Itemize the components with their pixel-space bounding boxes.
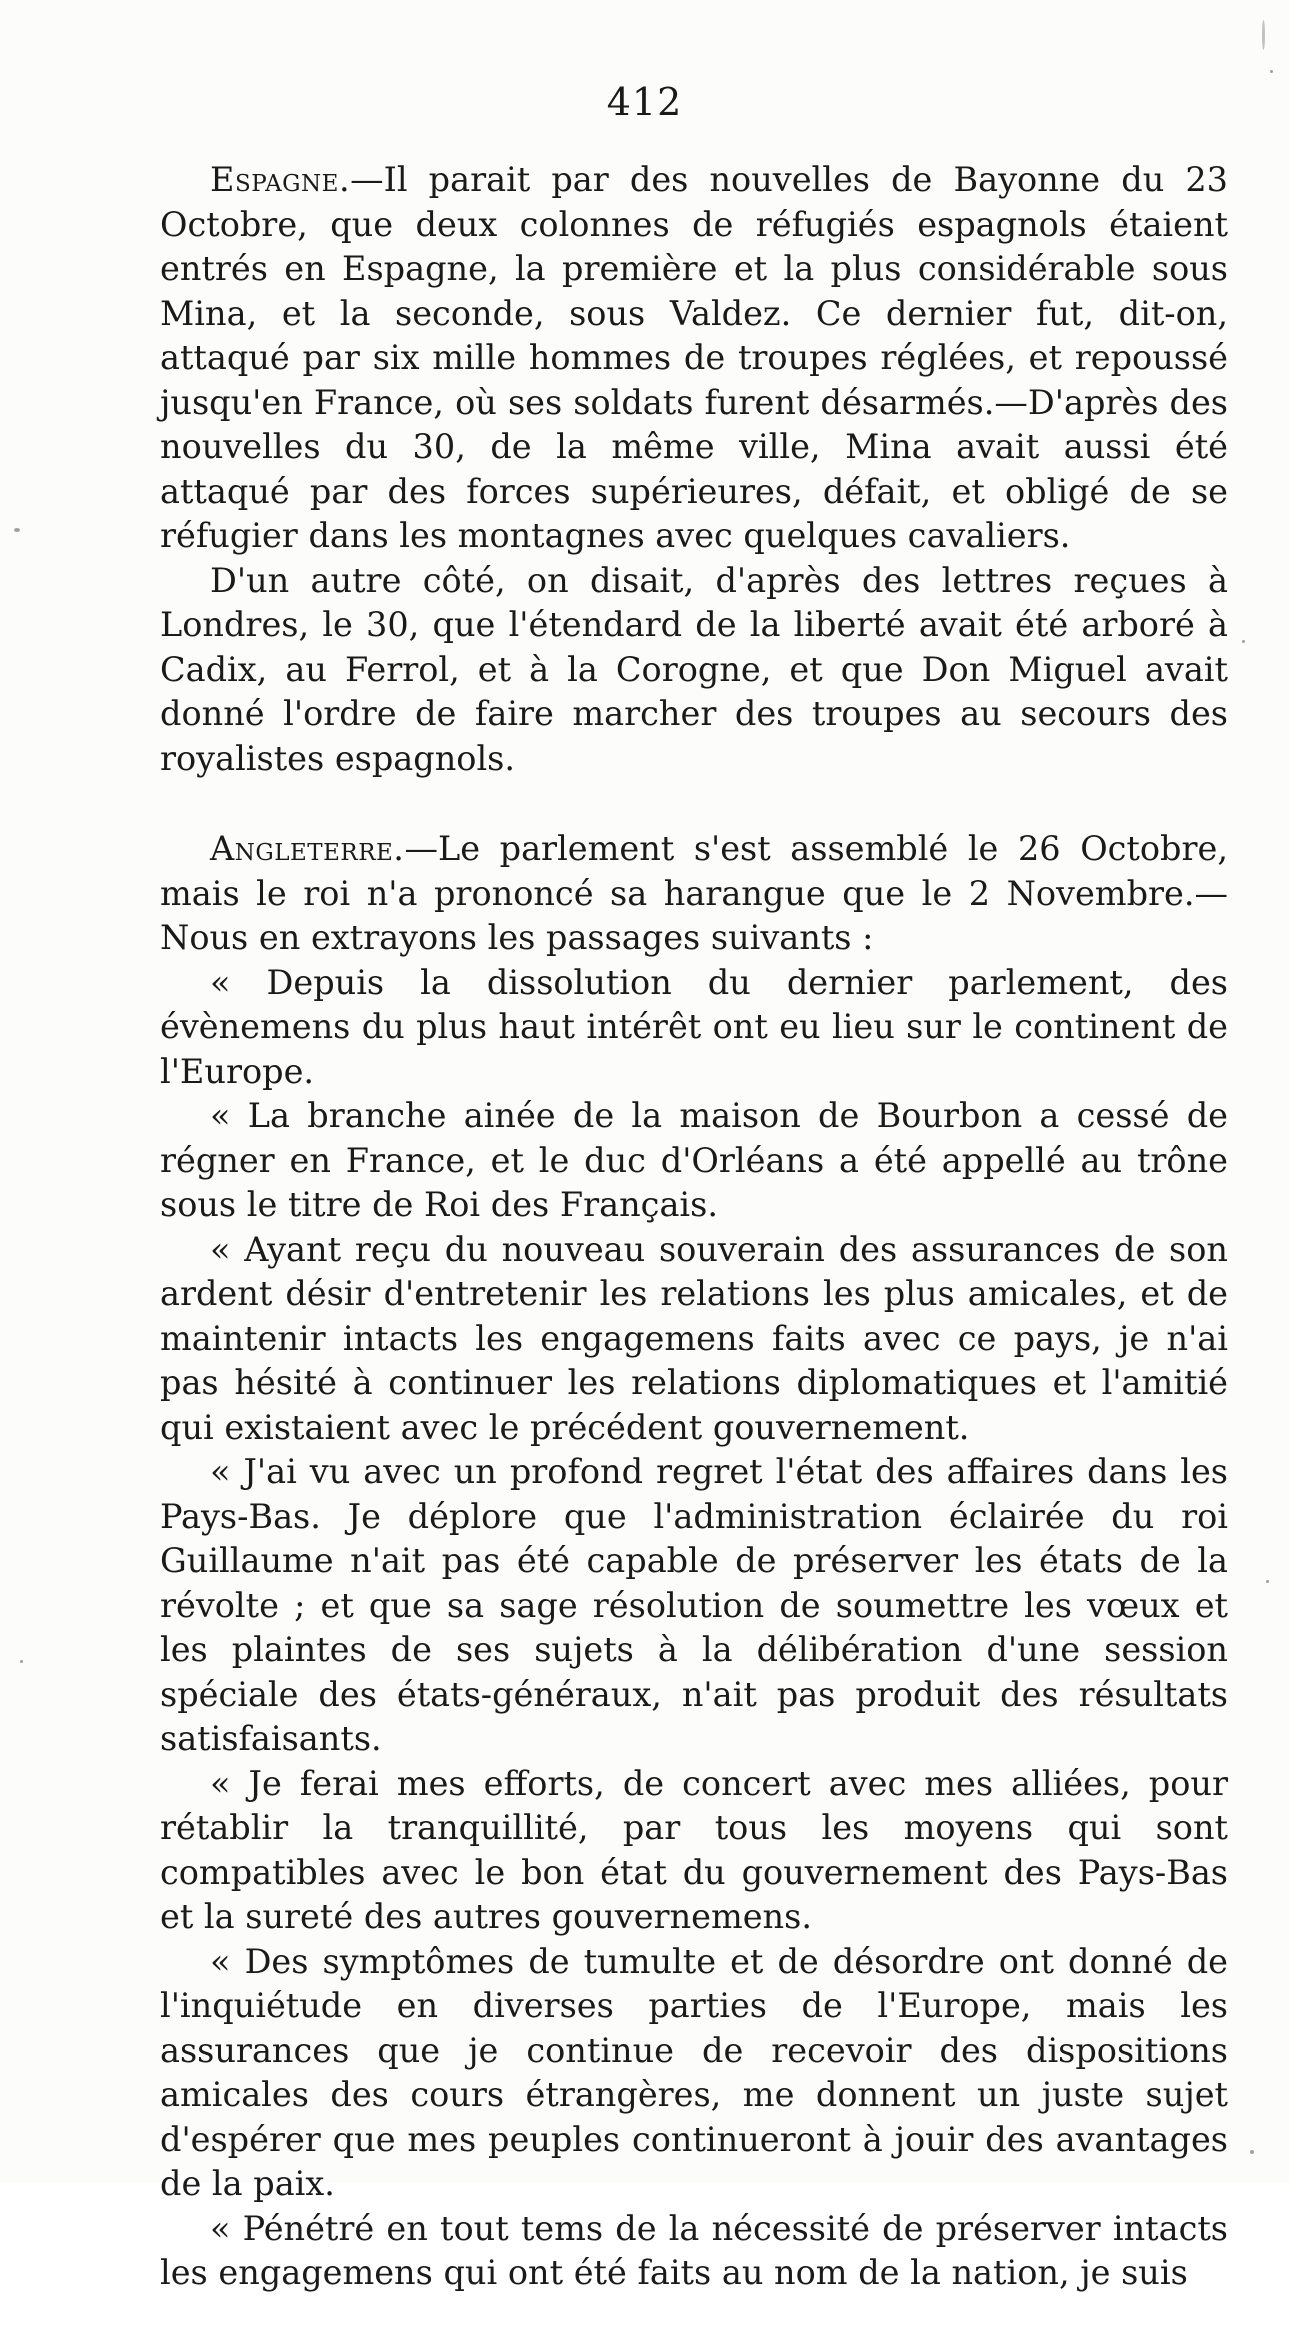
speech-quote-1: « Depuis la dissolution du dernier parlement, des évènemens du plus haut intérêt ont eu lieu sur le continent de l'Europe. — [160, 962, 1228, 1091]
print-speck — [1262, 20, 1265, 50]
section-angleterre — [160, 827, 1228, 2296]
speech-quote-6: « Des symptômes de tumulte et de désordre ont donné de l'inquiétude en diverses parties de l'Europe, mais les assurances que je continue de recevoir des dispositions amicales des cours étrangères, me donnent un juste sujet d'espérer que mes peuples continueront à jouir des avantages de la paix. — [160, 1941, 1228, 2203]
text-column — [160, 158, 1228, 2342]
speech-quote-7: « Pénétré en tout tems de la nécessité de préserver intacts les engagemens qui ont été faits au nom de la nation, je suis — [160, 2208, 1228, 2292]
espagne-paragraph-2: D'un autre côté, on disait, d'après des lettres reçues à Londres, le 30, que l'étendard de la liberté avait été arboré à Cadix, au Ferrol, et à la Corogne, et que Don Miguel avait donné l'ordre de faire marcher des troupes au secours des royalistes espagnols. — [160, 560, 1228, 778]
print-speck — [1242, 640, 1245, 643]
espagne-body: —Il parait par des nouvelles de Bayonne du 23 Octobre, que deux colonnes de réfugiés espagnols étaient entrés en Espagne, la première et la plus considérable sous Mina, et la seconde, sous Valdez. Ce dernier fut, dit-on, attaqué par six mille hommes de troupes réglées, et repoussé jusqu'en France, où ses soldats furent désarmés.—D'après des nouvelles du 30, de la même ville, Mina avait aussi été attaqué par des forces supérieures, défait, et obligé de se réfugier dans les montagnes avec quelques cavaliers. — [160, 160, 1228, 555]
speech-quote-4: « J'ai vu avec un profond regret l'état des affaires dans les Pays-Bas. Je déplore que l'administration éclairée du roi Guillaume n'ait pas été capable de préserver les états de la révolte ; et que sa sage résolution de soumettre les vœux et les plaintes de ses sujets à la délibération d'une session spéciale des états-généraux, n'ait pas produit des résultats satisfaisants. — [160, 1452, 1228, 1758]
print-speck — [1250, 2150, 1254, 2154]
section-espagne — [160, 158, 1228, 781]
angleterre-body: —Le parlement s'est assemblé le 26 Octobre, mais le roi n'a prononcé sa harangue que le 2 Novembre.—Nous en extrayons les passages suivants : — [160, 829, 1228, 957]
print-speck — [20, 1660, 23, 1663]
print-speck — [14, 528, 20, 532]
print-speck — [1266, 1580, 1269, 1583]
speech-quote-5: « Je ferai mes efforts, de concert avec mes alliées, pour rétablir la tranquillité, par tous les moyens qui sont compatibles avec le bon état du gouvernement des Pays-Bas et la sureté des autres gouvernemens. — [160, 1763, 1228, 1936]
espagne-paragraph — [160, 158, 1228, 559]
section-heading-angleterre: Angleterre. — [210, 829, 405, 868]
page-number: 412 — [606, 80, 683, 124]
print-speck — [1270, 70, 1273, 73]
speech-quote-2: « La branche ainée de la maison de Bourbon a cessé de régner en France, et le duc d'Orléans a été appellé au trône sous le titre de Roi des Français. — [160, 1096, 1228, 1224]
section-heading-espagne: Espagne. — [210, 160, 351, 199]
angleterre-paragraph — [160, 827, 1228, 961]
speech-quote-3: « Ayant reçu du nouveau souverain des assurances de son ardent désir d'entretenir les relations les plus amicales, et de maintenir intacts les engagemens faits avec ce pays, je n'ai pas hésité à continuer les relations diplomatiques et l'amitié qui existaient avec le précédent gouvernement. — [160, 1229, 1228, 1447]
